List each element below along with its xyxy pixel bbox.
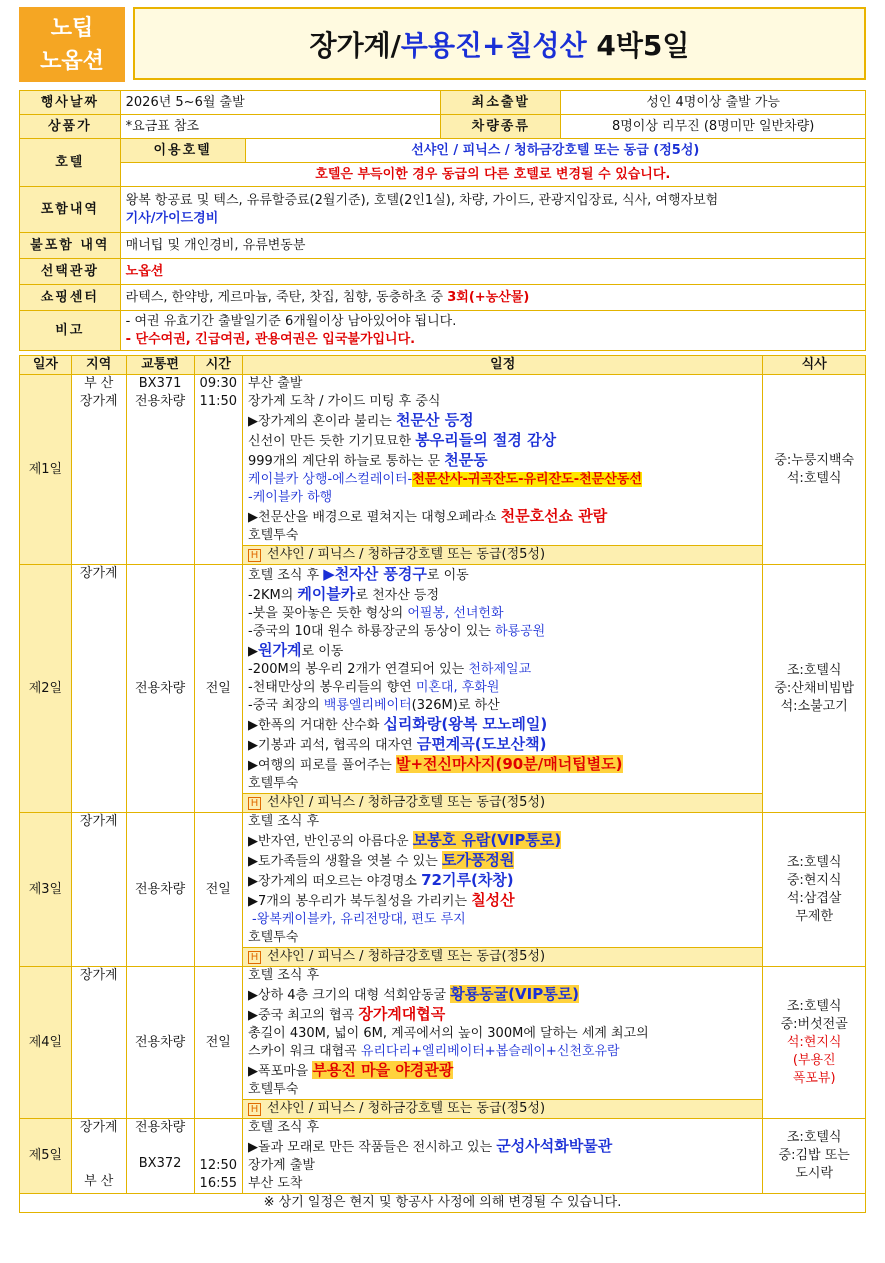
meal-lunch: 중:김밥 또는 [778,1148,850,1163]
plan-line: 호텔투숙 [248,930,299,945]
day1-transport [126,375,194,565]
meal-breakfast: 조:호텔식 [786,998,842,1014]
plan-line: 총길이 430M, 넓이 6M, 계곡에서의 높이 300M에 달하는 세계 최고의 [248,1026,649,1041]
day2-meal [763,565,866,813]
day1-time-1: 09:30 [199,376,238,391]
day1-meal [763,375,866,565]
day5-transport [126,1119,194,1194]
day4-time: 전일 [194,967,242,1119]
day3-transport: 전용차량 [126,813,194,967]
plan-text: ▶장가계의 혼이라 불리는 [248,414,396,429]
plan-line [248,871,757,891]
plan-text: ▶돌과 모래로 만든 작품들은 전시하고 있는 [248,1140,497,1155]
day2-transport: 전용차량 [126,565,194,813]
plan-text: 호텔 조식 후 [248,568,324,583]
plan-highlight: 황룡동굴(VIP통로) [450,985,580,1003]
plan-text: -2KM의 [248,588,298,603]
plan-line [248,1043,757,1061]
meal-dinner: 석:호텔식 [786,470,842,486]
plan-text: 신선이 만든 듯한 기기묘묘한 [248,434,416,449]
note-label: 비고 [20,311,121,351]
day1-region-1: 부 산 [84,376,114,391]
day4-meal [763,967,866,1119]
incl-value-2: 기사/가이드경비 [125,210,219,226]
day3-row [20,813,866,948]
meal-dinner-note: 무제한 [795,908,834,924]
meal-lunch: 중:누룽지백숙 [774,452,855,468]
plan-line [248,1061,757,1081]
title-part2: 부용진+칠성산 [400,28,587,62]
plan-line: 부산 출발 [248,376,303,391]
plan-highlight: 십리화랑(왕복 모노레일) [383,715,548,733]
plan-line [248,623,757,641]
meal-dinner-note-1: (부용진 [792,1052,836,1068]
plan-text: 로 이동 [426,568,469,583]
hotel-icon: H [248,951,261,964]
hotel-label: 호텔 [20,139,121,187]
plan-text: -붓을 꽂아놓은 듯한 형상의 [248,606,408,621]
shop-value: 라텍스, 한약방, 게르마늄, 죽탄, 찻집, 침향, 동충하초 중 [125,289,448,305]
plan-line [248,735,757,755]
day1-hotel [243,546,763,565]
excl-label: 불포함 내역 [20,233,121,259]
plan-line [248,507,757,527]
meal-lunch: 중:산채비빔밥 [774,680,855,696]
plan-text: ▶여행의 피로를 풀어주는 [248,758,396,773]
day5-vehicle: 전용차량 [134,1120,186,1135]
day1-row [20,375,866,546]
plan-highlight: 천하제일교 [468,662,532,677]
hotel-line: 선샤인 / 피닉스 / 청하금강호텔 또는 동급(정5성) [267,547,546,562]
meal-lunch-2: 도시락 [795,1166,834,1181]
price-label: 상품가 [20,115,121,139]
shop-cell [120,285,865,311]
meal-breakfast: 조:호텔식 [786,662,842,678]
hotel-line: 선샤인 / 피닉스 / 청하금강호텔 또는 동급(정5성) [267,949,546,964]
plan-highlight: 72기루(차창) [421,871,514,889]
plan-line: 부산 도착 [248,1176,303,1191]
date-label: 행사날짜 [20,91,121,115]
hotel-line: 선샤인 / 피닉스 / 청하금강호텔 또는 동급(정5성) [267,795,546,810]
plan-line [248,605,757,623]
plan-line: 호텔 조식 후 [248,814,320,829]
plan-line: 장가계 출발 [248,1158,315,1173]
plan-highlight: 미혼대, 후화원 [415,680,500,695]
option-label: 선택관광 [20,259,121,285]
plan-line [248,715,757,735]
header-time: 시간 [194,356,242,375]
hotel-icon: H [248,797,261,810]
plan-highlight: ▶천자산 풍경구 [323,565,427,583]
plan-text: ▶7개의 봉우리가 북두칠성을 가리키는 [248,894,472,909]
incl-value: 왕복 항공료 및 텍스, 유류할증료(2월기준), 호텔(2인1실), 차량, 가이드, 관광지입장료, 식사, 여행자보험 [125,192,719,208]
plan-highlight: 원가계 [258,641,302,659]
day5-label: 제5일 [20,1119,72,1194]
plan-text: ▶한폭의 거대한 산수화 [248,718,384,733]
plan-line: 호텔투숙 [248,528,299,543]
day1-label: 제1일 [20,375,72,565]
plan-text: 케이블카 상행-에스컬레이터- [248,472,413,487]
schedule-header-row [20,356,866,375]
plan-line [248,755,757,775]
plan-text: 로 천자산 등정 [355,588,440,603]
schedule-table [19,355,866,1213]
vehicle-value: 8명이상 리무진 (8명미만 일반차량) [561,115,866,139]
plan-line [248,661,757,679]
day3-time: 전일 [194,813,242,967]
plan-text: 스카이 워크 대협곡 [248,1044,361,1059]
plan-line [248,641,757,661]
header-region: 지역 [71,356,126,375]
plan-highlight: 봉우리들의 절경 감상 [415,431,557,449]
day2-plan [243,565,763,794]
header-transport: 교통편 [126,356,194,375]
plan-line [248,851,757,871]
plan-highlight: 천문산사-귀곡잔도-유리잔도-천문산동선 [412,472,642,487]
day3-label: 제3일 [20,813,72,967]
day4-row [20,967,866,1100]
plan-text: -200M의 봉우리 2개가 연결되어 있는 [248,662,469,677]
day2-label: 제2일 [20,565,72,813]
day4-plan [243,967,763,1100]
info-table [19,90,866,351]
note-1: - 여권 유효기간 출발일기준 6개월이상 남아있어야 됩니다. [125,313,457,329]
day5-plan [243,1119,763,1194]
day1-vehicle: 전용차량 [134,394,186,409]
note-cell [120,311,865,351]
meal-dinner: 석:소불고기 [780,698,848,714]
plan-line [248,891,757,911]
day4-region: 장가계 [71,967,126,1119]
hotel-icon: H [248,549,261,562]
day3-region: 장가계 [71,813,126,967]
plan-text: ▶ [248,644,259,659]
footer-row [20,1194,866,1213]
plan-highlight: 금편계곡(도보산책) [416,735,547,753]
day2-region: 장가계 [71,565,126,813]
day1-region-2: 장가계 [79,394,118,409]
plan-highlight: 유리다리+엘리베이터+봅슬레이+신천호유람 [360,1044,620,1059]
day5-row [20,1119,866,1194]
plan-highlight: 하룡공원 [494,624,546,639]
plan-line: 호텔투숙 [248,1082,299,1097]
plan-line [248,451,757,471]
plan-text: 로 이동 [301,644,344,659]
plan-text: -중국 최장의 [248,698,324,713]
day3-plan [243,813,763,948]
header-plan: 일정 [243,356,763,375]
meal-breakfast: 조:호텔식 [786,1130,842,1145]
day2-time: 전일 [194,565,242,813]
plan-text: ▶천문산을 배경으로 펼쳐지는 대형오페라쇼 [248,510,501,525]
plan-line: 장가계 도착 / 가이드 미팅 후 중식 [248,394,441,409]
day4-transport: 전용차량 [126,967,194,1119]
incl-label: 포함내역 [20,187,121,233]
plan-text: ▶폭포마을 [248,1064,313,1079]
day1-time-2: 11:50 [199,394,238,409]
plan-highlight: 케이블카 [297,585,356,603]
hotel-sub-label: 이용호텔 [120,139,245,163]
plan-line: 호텔 조식 후 [248,968,320,983]
plan-highlight: 발+전신마사지(90분/매너팁별도) [396,755,623,773]
day4-hotel [243,1100,763,1119]
plan-text: ▶토가족들의 생활을 엿볼 수 있는 [248,854,442,869]
plan-line: 호텔투숙 [248,776,299,791]
plan-highlight: 백룡엘리베이터 [323,698,412,713]
meal-lunch: 중:현지식 [786,872,842,888]
footer-note: ※ 상기 일정은 현지 및 항공사 사정에 의해 변경될 수 있습니다. [20,1194,866,1213]
plan-line: -케이블카 하행 [248,490,333,505]
title-part3: 4박5일 [586,28,690,62]
day5-region [71,1119,126,1194]
title-part1: 장가계/ [309,28,401,62]
plan-line [248,985,757,1005]
meal-dinner: 석:현지식 [786,1034,842,1050]
plan-line [248,411,757,431]
header-meal: 식사 [763,356,866,375]
badge-line1: 노팁 [50,15,94,41]
meal-dinner: 석:삼겹살 [786,890,842,906]
plan-text: ▶장가계의 떠오르는 야경명소 [248,874,422,889]
day3-meal [763,813,866,967]
day5-flight: BX372 [138,1156,182,1171]
excl-value: 매너팁 및 개인경비, 유류변동분 [120,233,865,259]
day2-row [20,565,866,794]
plan-line [248,471,757,489]
day5-meal [763,1119,866,1194]
page-title [133,7,866,80]
plan-highlight: 천문호선쇼 관람 [500,507,608,525]
plan-line [248,831,757,851]
note-2: - 단수여권, 긴급여권, 관용여권은 입국불가입니다. [125,331,416,347]
hotel-value: 선샤인 / 피닉스 / 청하금강호텔 또는 동급 (정5성) [245,139,865,163]
plan-line [248,679,757,697]
no-tip-no-option-badge [19,7,125,82]
shop-count: 3회(+농산물) [447,289,530,305]
plan-highlight: 천문산 등정 [396,411,474,429]
plan-text: -천태만상의 봉우리들의 향연 [248,680,416,695]
day1-region [71,375,126,565]
hotel-line: 선샤인 / 피닉스 / 청하금강호텔 또는 동급(정5성) [267,1101,546,1116]
plan-highlight: 토가풍정원 [441,851,515,869]
plan-line: -왕복케이블카, 유리전망대, 편도 루지 [252,912,466,927]
plan-text: ▶중국 최고의 협곡 [248,1008,359,1023]
meal-breakfast: 조:호텔식 [786,854,842,870]
day5-time-2: 16:55 [199,1176,238,1191]
day1-flight: BX371 [138,376,182,391]
min-value: 성인 4명이상 출발 가능 [561,91,866,115]
plan-highlight: 보봉호 유람(VIP통로) [412,831,562,849]
plan-line [248,565,757,585]
plan-text: -중국의 10대 원수 하룡장군의 동상이 있는 [248,624,495,639]
day5-region-1: 장가계 [79,1120,118,1135]
plan-text: ▶상하 4층 크기의 대형 석회암동굴 [248,988,451,1003]
day1-time [194,375,242,565]
min-label: 최소출발 [441,91,561,115]
day5-time-1: 12:50 [199,1158,238,1173]
shop-label: 쇼핑센터 [20,285,121,311]
price-value: *요금표 참조 [120,115,441,139]
header-day: 일자 [20,356,72,375]
incl-cell [120,187,865,233]
plan-highlight: 어필봉, 선녀헌화 [407,606,504,621]
meal-lunch: 중:버섯전골 [780,1016,848,1032]
plan-highlight: 군성사석화박물관 [496,1137,613,1155]
vehicle-label: 차량종류 [441,115,561,139]
plan-line: 호텔 조식 후 [248,1120,320,1135]
plan-line [248,1005,757,1025]
plan-text: ▶기봉과 괴석, 협곡의 대자연 [248,738,417,753]
day4-label: 제4일 [20,967,72,1119]
plan-text: ▶반자연, 반인공의 아름다운 [248,834,413,849]
date-value: 2026년 5~6월 출발 [120,91,441,115]
meal-dinner-note-2: 폭포뷰) [792,1070,836,1086]
day1-plan [243,375,763,546]
plan-line [248,431,757,451]
day3-hotel [243,948,763,967]
plan-highlight: 장가계대협곡 [358,1005,446,1023]
plan-line [248,697,757,715]
plan-highlight: 부용진 마을 야경관광 [312,1061,454,1079]
hotel-note: 호텔은 부득이한 경우 동급의 다른 호텔로 변경될 수 있습니다. [120,163,865,187]
plan-line [248,585,757,605]
plan-highlight: 칠성산 [471,891,515,909]
plan-line [248,1137,757,1157]
day2-hotel [243,794,763,813]
plan-text: (326M)로 하산 [411,698,500,713]
day5-time [194,1119,242,1194]
plan-text: 999개의 계단위 하늘로 통하는 문 [248,454,445,469]
day5-region-2: 부 산 [84,1174,114,1189]
badge-line2: 노옵션 [40,48,104,74]
option-value: 노옵션 [120,259,865,285]
hotel-icon: H [248,1103,261,1116]
plan-highlight: 천문동 [444,451,488,469]
